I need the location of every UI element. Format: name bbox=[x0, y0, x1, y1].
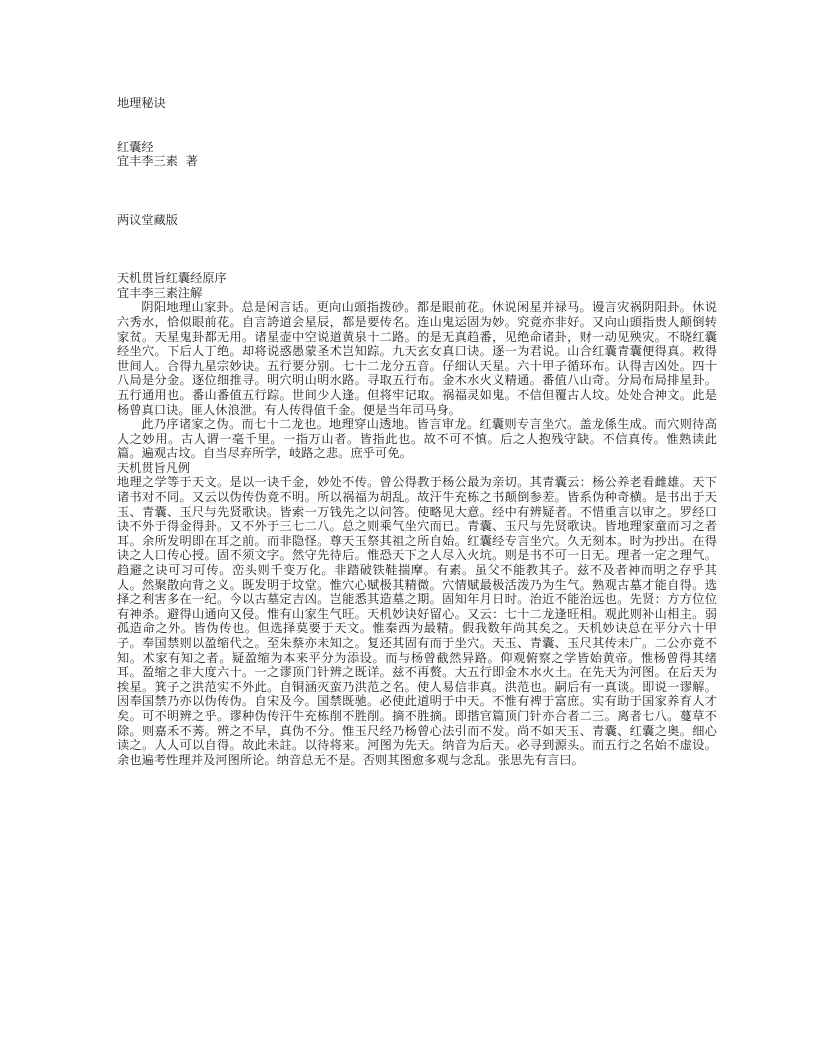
spacer bbox=[117, 227, 717, 271]
edition-imprint: 两议堂藏版 bbox=[117, 212, 178, 227]
author-byline: 宜丰李三素 著 bbox=[117, 154, 198, 169]
document-body bbox=[117, 96, 717, 767]
section-subheading-preface: 宜丰李三素注解 bbox=[117, 285, 203, 300]
paragraph-fanli-1: 地理之学等于天文。是以一诀千金，妙处不传。曾公得教于杨公最为亲切。其青囊云：杨公养老看雌雄。天下诸书对不同。又云以伪传伪竟不明。所以祸福为胡乱。故汗牛充栋之书颠倒参差。皆系伪种奇横。是书出于天玉、青囊、玉尺与先贤歌诀。皆索一万钱先之以问答。使略见大意。经中有辨疑者。不惜重言以审之。罗经口诀不外于得金得卦。又不外于三七二八。总之则乘气坐穴而已。青囊、玉尺与先贤歌诀。皆地理家童而习之者耳。余所发明即在耳之前。而非隐怪。尊天玉祭其祖之所自始。红囊经专言坐穴。久无刻本。时为抄出。在得诀之人口传心授。固不须文字。然守先待后。惟恐天下之人尽入火坑。则是书不可一日无。理者一定之理气。趋避之诀可习可传。峦头则千变万化。非踏破铁鞋揣摩。有素。虽父不能教其子。兹不及者神而明之存乎其人。然聚散向背之义。既发明于坟堂。惟穴心赋极其精微。穴情赋最极活泼乃为生气。熟观古墓才能自得。选择之利害多在一纪。今以古墓定吉凶。岂能悉其造墓之期。固知年月日时。治近不能治远也。先贤：方方位位有神杀。避得山通向又侵。惟有山家生气旺。天机妙诀好留心。又云：七十二龙逢旺相。观此则补山相主。弱孤造命之外。皆伪传也。但选择莫要于天文。惟秦西为最精。假我数年尚其矣之。天机妙诀总在平分六十甲子。奉国禁则以盈缩代之。至朱蔡亦未知之。复还其固有而于坐穴。天玉、青囊、玉尺其传未广。二公亦竟不知。术家有知之者。疑盈缩为本来平分为添设。而与杨曾截然异路。仰观俯察之学皆始黄帝。惟杨曾得其绪耳。盈缩之非大度六十。一之谬顶门针辨之既详。兹不再赘。大五行即金木水火土。在先天为河图。在后天为挨星。箕子之洪范实不外此。自铜涵灭蛮乃洪范之名。使人易信非真。洪范也。嗣后有一真谈。即说一谬解。因奉国禁乃亦以伪传伪。自宋及今。国禁既驰。必使此道明于中天。不惟有裨于富庶。实有助于国家养育人才矣。可不明辨之乎。谬种伪传汗牛充栋削不胜削。摘不胜摘。即揩官篇顶门针亦合者二三。离者七八。蔓草不除。则嘉禾不莠。辨之不早，真伪不分。惟玉尺经乃杨曾心法引而不发。尚不如天玉、青囊、红囊之奥。细心读之。人人可以自得。故此未註。以待将来。河图为先天。纳音为后天。必寻到源头。而五行之名始不虚设。余也遍考性理并及河图所论。纳音总无不是。否则其图愈多观与念乱。张思先有言曰。 bbox=[117, 475, 717, 767]
paragraph-preface-1: 阴阳地理山家卦。总是闲言话。更向山頭指拨砂。都是眼前花。休说闲星并禄马。谩言灾祸阴阳卦。休说六秀水，恰似眼前花。自言誇道会星辰，都是要传名。连山鬼运固为妙。究竟亦非好。又向山頭指贵人颠倒转家贫。天星鬼卦都无用。诸星壶中空说道黄泉十二路。的是无真趋番，见绝命诸卦，财一动见殃灾。不晓红囊经坐穴。下后人丁绝。却将说惑愚蒙圣术岂知踪。九天玄女真口诀。逐一为君说。山合红囊青囊便得真。救得世间人。合得九星宗妙诀。五行要分别。七十二龙分五音。仔细认天星。六十甲子循环布。认得吉凶处。四十八局是分金。逐位细推寻。明穴明山明水路。寻取五行布。金木水火义精通。番值八山奇。分局布局排星卦。五行通用也。番山番值五行踪。世间少人逢。但将牢记取。祸福灵如鬼。不信但覆古人坟。处处合神文。此是杨曾真口诀。匪人休浪泄。有人传得值千金。便是当年司马身。 bbox=[117, 300, 717, 417]
section-heading-fanli: 天机贯旨凡例 bbox=[117, 460, 191, 475]
spacer bbox=[117, 111, 717, 140]
series-title: 地理秘诀 bbox=[117, 96, 166, 110]
book-title: 红囊经 bbox=[117, 139, 154, 154]
spacer bbox=[117, 169, 717, 213]
paragraph-preface-2: 此乃序诸家之伪。而七十二龙也。地理穿山透地。皆言审龙。红囊则专言坐穴。盖龙係生成。而穴则待高人之妙用。古人谓一毫千里。一指万山者。皆指此也。故不可不慎。后之人抱残守缺。不信真传。惟熟读此篇。遍观古坟。自当尽弃所学，岐路之悲。庶乎可免。 bbox=[117, 417, 717, 461]
section-heading-preface: 天机贯旨红囊经原序 bbox=[117, 271, 227, 286]
